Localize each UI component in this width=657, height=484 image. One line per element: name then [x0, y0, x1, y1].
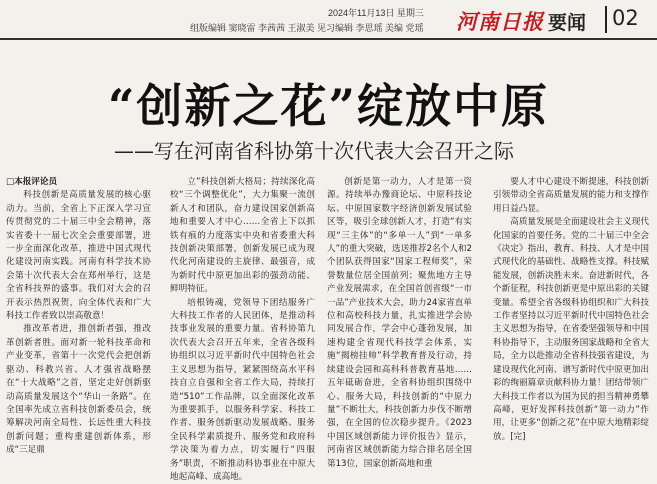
article-title: “创新之花”绽放中原 [108, 79, 549, 133]
header-divider [605, 6, 607, 33]
byline: □本报评论员 [6, 177, 58, 187]
paragraph: 高质量发展是全面建设社会主义现代化国家的首要任务。党的二十届三中全会《决定》指出，教育、科技、人才是中国式现代化的基础性、战略性支撑。科技赋能发展，创新决胜未来。奋进新时代，各个新征程，科技创新更是中原出彩的关键变量。希望全省各级科协组织和广大科技工作者坚持以习近平新时代中国特色社会主义思想为指导，在省委坚强领导和中国科协指导下，主动服务国家战略和全省大局，全力以赴推动全省科技强省建设，为建设现代化河南、谱写新时代中原更加出彩的绚丽篇章贡献科协力量！团结带领广大科技工作者以为国为民的担当精神勇攀高峰，更好发挥科技创新“第一动力”作用，让更多“创新之花”在中原大地精彩绽放。[完] [493, 217, 649, 442]
paragraph: 科技创新是高质量发展的核心驱动力。当前，全省上下正深入学习宣传贯彻党的二十届三中全会精神，落实省委十一届七次全会重要部署，进一步全面深化改革，推进中国式现代化建设河南实践。河南有科学技术协会第十次代表大会在郑州举行，这是全省科技界的盛事。我们对大会的召开表示热烈祝贺，向全体代表和广大科技工作者致以崇高敬意！ [6, 190, 151, 322]
paragraph: 立”科技创新大格局；持续深化高校“三个调整优化”，大力集聚一流创新人才和团队，奋力建设国家创新高地和重要人才中心……全省上下以抓铁有痕的力度落实中央和省委重大科技创新决策部署，创新发展已成为现代化河南建设的主旋律、最强音，成为新时代中原更加出彩的强劲动能、鲜明特征。 [170, 177, 315, 295]
paragraph: 要人才中心建设不断提速，科技创新引领带动全省高质量发展的能力和支撑作用日益凸显。 [493, 177, 649, 214]
header-date: 2024年11月13日 星期三 [328, 8, 424, 18]
newspaper-logo: 河南日报 [456, 9, 544, 34]
page-number: 02 [612, 6, 639, 30]
page-header [0, 0, 657, 40]
article-subtitle: ——写在河南省科协第十次代表大会召开之际 [114, 139, 514, 163]
header-rule [0, 38, 657, 40]
paragraph: 创新是第一动力，人才是第一资源。持续举办豫商论坛、中原科技论坛、中原国家数字经济创新发展试验区等，吸引全球创新人才，打造“有实现“三主体”的“多单一人”到“一单多人”的重大突破，选送推荐2名个人和2个团队获得国家“国家工程师奖”，荣誉数量位居全国前列；聚焦地方主导产业发展需求，在全国首创省级“一市一品”产业技术大会，助力24家省直单位和高校科技力量，扎实推进学会协同发展合作，学会中心蓬勃发展，加速构建全省现代科技学会体系，实施“揭榜挂帅”科学教育普及行动，持续建设会园和高科科普教育基地……五年砥砺奋进，全省科协组织围绕中心、服务大局，科技创新的“中原力量”不断壮大，科技创新力步伐不断增强，在全国的位次稳步提升。《2023中国区域创新能力评价报告》显示，河南省区域创新能力综合排名居全国第13位，国家创新高地和重 [327, 177, 472, 469]
paragraph: 培根铸魂，党领导下团结服务广大科技工作者的人民团体，是推动科技事业发展的重要力量。省科协第九次代表大会召开五年来，全省各级科协组织以习近平新时代中国特色社会主义思想为指导，紧紧围绕高水平科技自立自强和全省工作大局，持续打造“510”工作品牌，以全面深化改革为重要抓手，以服务科学家、科技工作者、服务创新驱动发展战略、服务全民科学素质提升、服务党和政府科学决策为着力点，切实履行“四服务”职责，不断推动科协事业在中原大地起高峰、成高地。 [170, 297, 315, 482]
article-column-4 [493, 176, 649, 444]
article-column-3 [327, 176, 472, 469]
article-column-1 [6, 176, 151, 456]
header-editors: 组版编辑 窦晓雷 李茜茜 王淑美 见习编辑 李思瑶 美编 党瑶 [190, 23, 424, 33]
paragraph: 推改革者进，推创新者强，推改革创新者胜。面对新一轮科技革命和产业变革，省第十一次党代会把创新驱动、科教兴省、人才强省战略摆在“十大战略”之首，坚定走好创新驱动高质量发展这个“华山一条路”。在全国率先成立省科技创新委员会，统筹解决河南全局性、长远性重大科技创新问题；重构重建创新体系，形成“三足鼎 [6, 324, 151, 456]
section-name: 要闻 [548, 12, 587, 34]
article-column-2 [170, 176, 315, 482]
